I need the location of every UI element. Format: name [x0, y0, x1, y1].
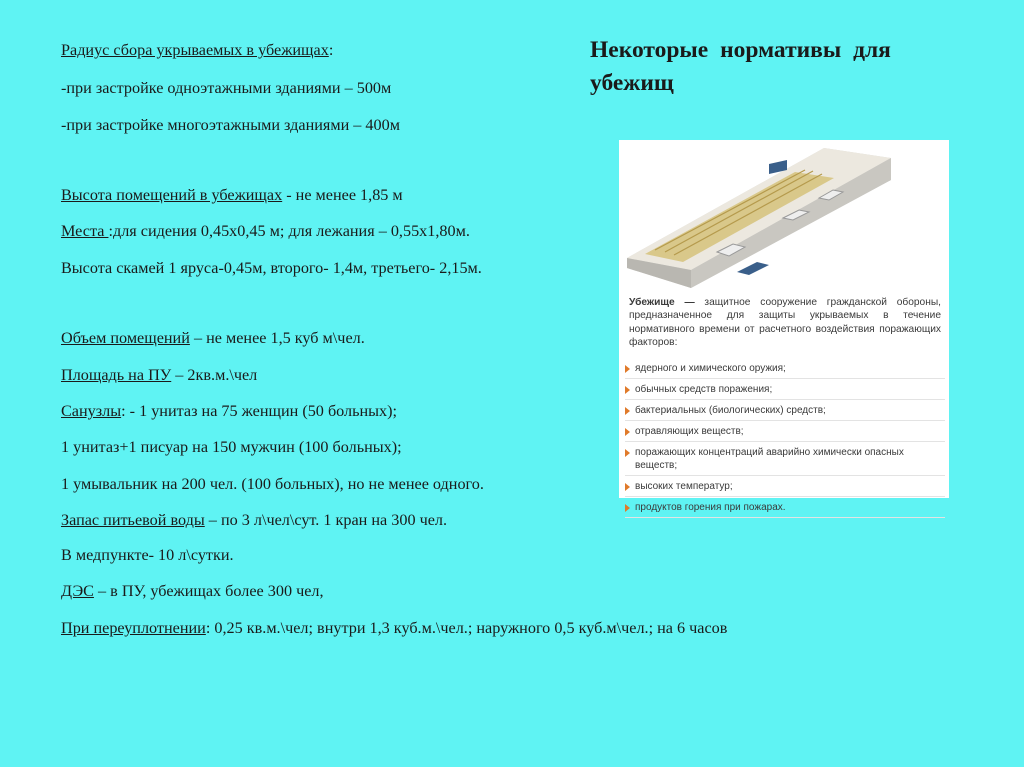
- norm-line-sanitary: Санузлы: - 1 унитаз на 75 женщин (50 больных);: [61, 402, 398, 420]
- bullet-icon: [625, 449, 630, 457]
- bullet-icon: [625, 504, 630, 512]
- factor-item: высоких температур;: [625, 480, 945, 497]
- norm-line-men: 1 унитаз+1 писуар на 150 мужчин (100 больных);: [61, 438, 402, 456]
- factor-item: продуктов горения при пожарах.: [625, 501, 945, 518]
- bullet-icon: [625, 386, 630, 394]
- factor-item: бактериальных (биологических) средств;: [625, 404, 945, 421]
- bullet-icon: [625, 483, 630, 491]
- factor-item: обычных средств поражения;: [625, 383, 945, 400]
- shelter-definition: Убежище — защитное сооружение гражданской обороны, предназначенное для защиты укрываемых в течение нормативного времени от расчетного воздействия поражающих факторов:: [629, 297, 941, 349]
- norm-line-room-height: Высота помещений в убежищах - не менее 1,85 м: [61, 186, 403, 204]
- norm-line-medpoint: В медпункте- 10 л\сутки.: [61, 546, 234, 564]
- bullet-icon: [625, 365, 630, 373]
- norm-line-multi-storey: -при застройке многоэтажными зданиями – 400м: [61, 116, 400, 134]
- bullet-icon: [625, 428, 630, 436]
- factor-item: ядерного и химического оружия;: [625, 362, 945, 379]
- norm-line-des: ДЭС – в ПУ, убежищах более 300 чел,: [61, 582, 324, 600]
- factor-item: отравляющих веществ;: [625, 425, 945, 442]
- slide-title: Некоторые нормативы для убежищ: [590, 37, 891, 96]
- factor-item: поражающих концентраций аварийно химически опасных веществ;: [625, 446, 945, 476]
- shelter-3d-illustration: [619, 140, 949, 290]
- factors-list: [625, 362, 945, 522]
- norm-line-single-storey: -при застройке одноэтажными зданиями – 500м: [61, 79, 392, 97]
- norm-line-bench-height: Высота скамей 1 яруса-0,45м, второго- 1,4м, третьего- 2,15м.: [61, 259, 482, 277]
- norm-line-places: Места :для сидения 0,45х0,45 м; для лежания – 0,55х1,80м.: [61, 222, 470, 240]
- norm-line-collection-radius: Радиус сбора укрываемых в убежищах:: [61, 41, 334, 59]
- norm-line-water-supply: Запас питьевой воды – по 3 л\чел\сут. 1 кран на 300 чел.: [61, 511, 448, 529]
- norm-line-overcrowding: При переуплотнении: 0,25 кв.м.\чел; внутри 1,3 куб.м.\чел.; наружного 0,5 куб.м\чел.; на 6 часов: [61, 619, 728, 637]
- norm-line-area-pu: Площадь на ПУ – 2кв.м.\чел: [61, 366, 258, 384]
- bullet-icon: [625, 407, 630, 415]
- shelter-figure: [619, 140, 949, 513]
- norm-line-room-volume: Объем помещений – не менее 1,5 куб м\чел.: [61, 329, 365, 347]
- norm-line-washbasin: 1 умывальник на 200 чел. (100 больных), но не менее одного.: [61, 475, 484, 493]
